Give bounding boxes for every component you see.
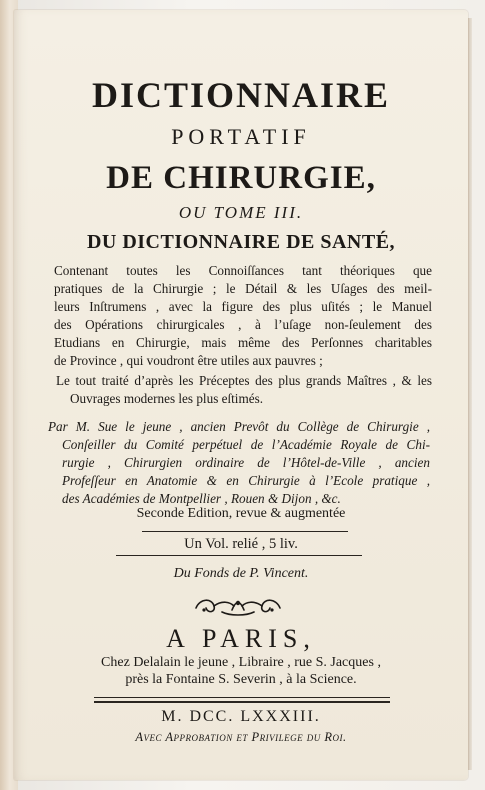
double-rule-top (94, 697, 390, 698)
author-line: des Académies de Montpellier , Rouen & Dijon , &c. (62, 491, 341, 506)
method-paragraph (56, 372, 432, 408)
author-line: rurgie , Chirurgien ordinaire de l’Hôtel-de-Ville , ancien (62, 455, 430, 470)
divider-rule (116, 555, 362, 556)
publication-date: M. DCC. LXXXIII. (161, 708, 321, 725)
title-line-2: PORTATIF (171, 124, 311, 149)
volume-price: Un Vol. relié , 5 liv. (184, 536, 298, 552)
author-line: Conſeiller du Comité perpétuel de l’Académie Royale de Chi- (62, 437, 430, 452)
edition-statement: Seconde Edition, revue & augmentée (136, 506, 346, 521)
author-line: Profeſſeur en Anatomie & en Chirurgie à l’Ecole pratique , (62, 473, 430, 488)
privilege-line: Avec Approbation et Privilege du Roi. (135, 730, 347, 744)
floral-ornament-icon (192, 594, 284, 618)
imprint-city: A PARIS, (166, 624, 316, 653)
author-paragraph (48, 418, 430, 508)
description-paragraph (54, 262, 432, 370)
method-line: Le tout traité d’après les Préceptes des plus grands Maîtres , & les (56, 373, 432, 388)
title-line-1: DICTIONNAIRE (91, 75, 391, 115)
author-line: Par M. Sue le jeune , ancien Prevôt du Collège de Chirurgie , (48, 419, 430, 434)
title-line-4: OU TOME III. (178, 203, 304, 222)
description-line: leurs Inſtrumens , avec la figure des plus uſités ; le Manuel (54, 299, 432, 314)
double-rule-bottom (94, 701, 390, 703)
description-line: pratiques de la Chirurgie ; le Détail & les Uſages des meil- (54, 281, 432, 296)
imprint-address-line: près la Fontaine S. Severin , à la Science. (125, 672, 357, 687)
description-line: Etudians en Chirurgie, mais même des Perſonnes charitables (54, 335, 432, 350)
imprint-publisher-line: Chez Delalain le jeune , Libraire , rue S. Jacques , (101, 655, 381, 670)
divider-rule (142, 531, 348, 532)
method-line: Ouvrages modernes les plus eſtimés. (70, 391, 264, 406)
description-line: Contenant toutes les Connoiſſances tant théoriques que (54, 263, 432, 278)
description-line: des Opérations chirurgicales , à l’uſage non-ſeulement des (54, 317, 432, 332)
title-line-3: DE CHIRURGIE, (106, 160, 376, 196)
fonds-line: Du Fonds de P. Vincent. (173, 566, 309, 581)
description-line: de Province , qui voudront être utiles aux pauvres ; (54, 353, 323, 368)
title-line-5: DU DICTIONNAIRE DE SANTÉ, (86, 231, 396, 253)
